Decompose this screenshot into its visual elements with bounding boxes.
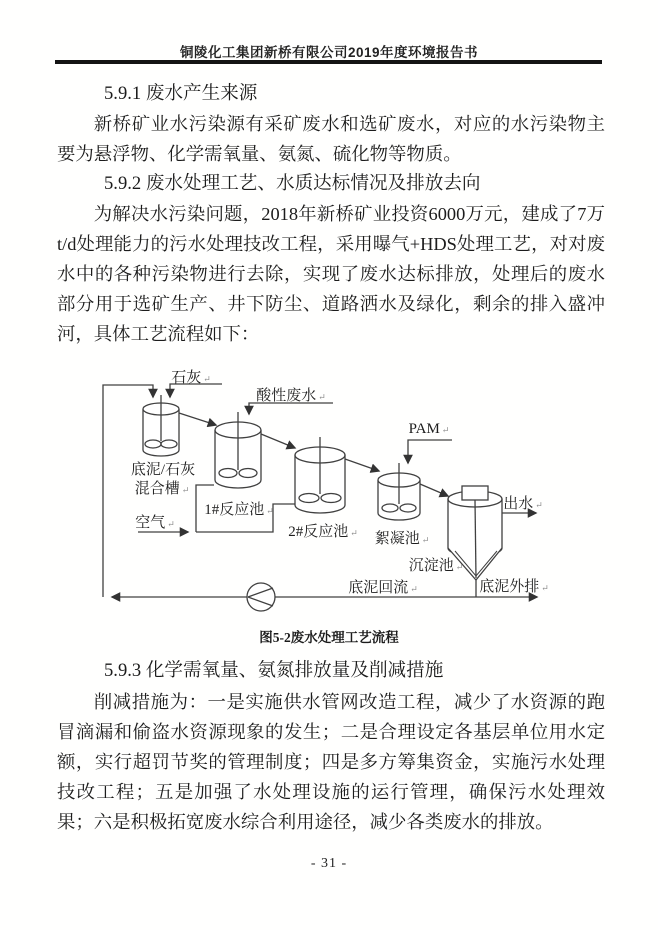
flow-line-4 [420, 484, 448, 496]
mixing-tank [143, 395, 179, 456]
section-heading-5-9-3: 5.9.3 化学需氧量、氨氮排放量及削减措施 [104, 660, 444, 681]
settling-tank-label: 沉淀池 ↵ [408, 558, 464, 574]
air-label: 空气 ↵ [135, 515, 175, 531]
reactor-2-tank [295, 437, 345, 513]
flocculation-tank [378, 463, 420, 520]
figure-caption: 图5-2废水处理工艺流程 [259, 630, 399, 645]
paragraph-treatment-process: 为解决水污染问题，2018年新桥矿业投资6000万元，建成了7万t/d处理能力的污水处理技改工程，采用曝气+HDS处理工艺，对对废水中的各种污染物进行去除，实现了废水达标排放，处理后的废水部分用于选矿生产、井下防尘、道路洒水及绿化，剩余的排入盛冲河，具体工艺流程如下： [57, 204, 605, 344]
flow-line-1 [179, 413, 216, 425]
header-rule [55, 60, 602, 64]
pump-icon [247, 583, 275, 611]
paragraph-reduction-measures: 削减措施为：一是实施供水管网改造工程，减少了水资源的跑冒滴漏和偷盗水资源现象的发生；二是合理设定各基层单位用水定额，实行超罚节奖的管理制度；四是多方筹集资金，实施污水处理技改工程；五是加强了水处理设施的运行管理，确保污水处理效果；六是积极拓宽废水综合利用途径，减少各类废水的排放。 [57, 692, 605, 832]
reactor-1-tank [215, 412, 261, 488]
pam-feed-pipe [408, 440, 452, 463]
effluent-label: 出水 ↵ [503, 496, 543, 512]
acid-wastewater-label: 酸性废水 ↵ [256, 388, 326, 404]
mixing-tank-label-line1: 底泥/石灰 [130, 462, 196, 478]
sludge-discharge-label: 底泥外排 ↵ [479, 579, 549, 595]
sludge-return-label: 底泥回流 ↵ [348, 580, 418, 596]
section-heading-5-9-1: 5.9.1 废水产生来源 [104, 83, 258, 104]
document-header-title: 铜陵化工集团新桥有限公司2019年度环境报告书 [179, 45, 479, 60]
pam-label: PAM ↵ [408, 421, 450, 437]
reactor-1-label: 1#反应池 ↵ [204, 502, 274, 518]
flow-line-3 [345, 459, 379, 471]
lime-label: 石灰 ↵ [171, 370, 211, 386]
page-number: - 31 - [310, 856, 348, 871]
paragraph-waste-sources: 新桥矿业水污染源有采矿废水和选矿废水，对应的水污染物主要为悬浮物、化学需氧量、氨氮、硫化物等物质。 [57, 114, 605, 164]
acid-feed-pipe [249, 403, 333, 414]
mixing-tank-label-line2: 混合槽 ↵ [134, 481, 190, 497]
flocculation-tank-label: 絮凝池 ↵ [374, 531, 430, 547]
process-flow-diagram [78, 360, 638, 612]
reactor-2-label: 2#反应池 ↵ [288, 524, 358, 540]
flow-line-2 [261, 434, 295, 448]
section-heading-5-9-2: 5.9.2 废水处理工艺、水质达标情况及排放去向 [104, 173, 481, 194]
